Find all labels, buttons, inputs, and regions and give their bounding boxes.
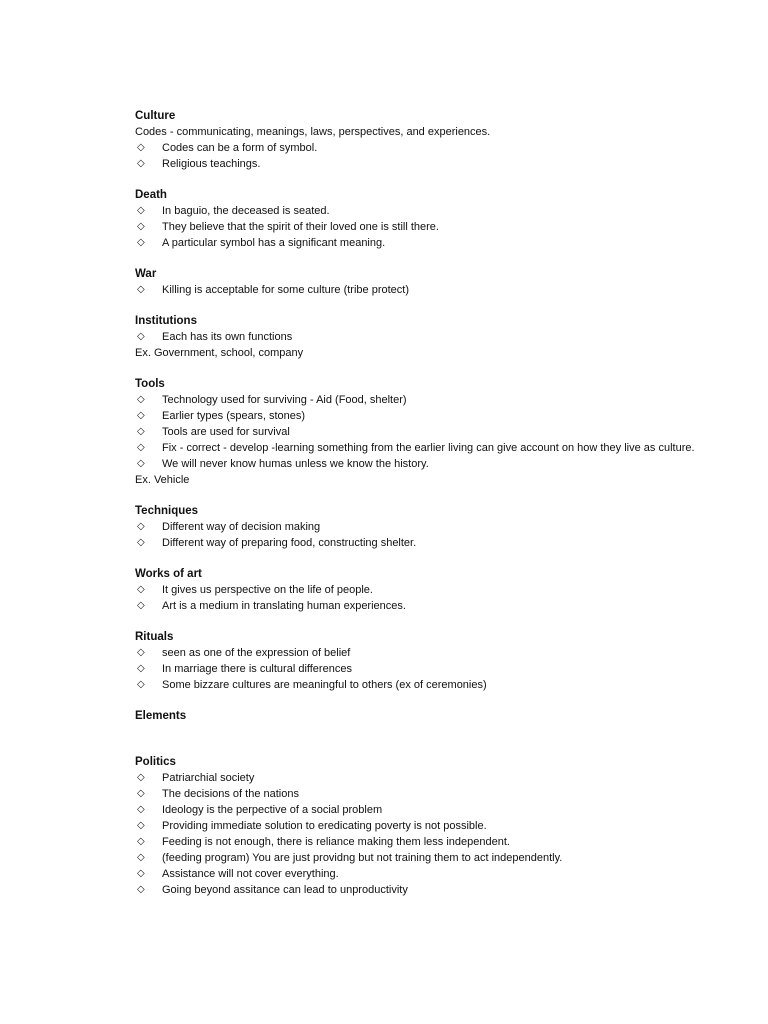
diamond-bullet-icon: ◇: [137, 788, 145, 799]
bullet-text: Assistance will not cover everything.: [162, 868, 339, 880]
bullet-item: [135, 329, 695, 345]
bullet-item: [135, 882, 695, 898]
section-techniques: [135, 503, 695, 551]
section-heading: Rituals: [135, 631, 174, 643]
diamond-bullet-icon: ◇: [137, 158, 145, 169]
diamond-bullet-icon: ◇: [137, 426, 145, 437]
bullet-text: Different way of preparing food, constructing shelter.: [162, 537, 417, 549]
section-spacer: [135, 551, 695, 566]
diamond-bullet-icon: ◇: [137, 221, 145, 232]
bullet-item: [135, 834, 695, 850]
text-line: Codes - communicating, meanings, laws, perspectives, and experiences.: [135, 126, 491, 138]
section-rituals: [135, 629, 695, 693]
section-heading: Culture: [135, 110, 176, 122]
section-heading: Techniques: [135, 505, 199, 517]
bullet-text: Some bizzare cultures are meaningful to others (ex of ceremonies): [162, 679, 487, 691]
diamond-bullet-icon: ◇: [137, 836, 145, 847]
bullet-text: Providing immediate solution to eredicating poverty is not possible.: [162, 820, 487, 832]
bullet-text: Patriarchial society: [162, 772, 255, 784]
bullet-text: They believe that the spirit of their loved one is still there.: [162, 221, 439, 233]
section-heading: Death: [135, 189, 167, 201]
section-death: [135, 187, 695, 251]
section-heading: War: [135, 268, 157, 280]
diamond-bullet-icon: ◇: [137, 663, 145, 674]
diamond-bullet-icon: ◇: [137, 394, 145, 405]
bullet-text: We will never know humas unless we know the history.: [162, 458, 429, 470]
bullet-text: The decisions of the nations: [162, 788, 299, 800]
diamond-bullet-icon: ◇: [137, 600, 145, 611]
bullet-item: [135, 598, 695, 614]
bullet-item: [135, 203, 695, 219]
diamond-bullet-icon: ◇: [137, 205, 145, 216]
section-spacer: [135, 361, 695, 376]
section-tools: [135, 376, 695, 488]
bullet-item: [135, 645, 695, 661]
section-works-of-art: [135, 566, 695, 614]
bullet-text: (feeding program) You are just providng but not training them to act independently.: [162, 852, 563, 864]
diamond-bullet-icon: ◇: [137, 142, 145, 153]
bullet-text: Codes can be a form of symbol.: [162, 142, 318, 154]
bullet-item: [135, 424, 695, 440]
bullet-text: In marriage there is cultural differences: [162, 663, 352, 675]
diamond-bullet-icon: ◇: [137, 852, 145, 863]
bullet-text: Feeding is not enough, there is reliance making them less independent.: [162, 836, 510, 848]
bullet-text: Religious teachings.: [162, 158, 261, 170]
bullet-item: [135, 802, 695, 818]
section-heading: Tools: [135, 378, 165, 390]
bullet-text: Killing is acceptable for some culture (tribe protect): [162, 284, 409, 296]
bullet-item: [135, 408, 695, 424]
diamond-bullet-icon: ◇: [137, 884, 145, 895]
bullet-text: seen as one of the expression of belief: [162, 647, 351, 659]
section-spacer: [135, 724, 695, 754]
bullet-item: [135, 535, 695, 551]
section-heading: Works of art: [135, 568, 202, 580]
bullet-text: Tools are used for survival: [162, 426, 290, 438]
bullet-item: [135, 519, 695, 535]
document-body: [135, 108, 695, 898]
bullet-text: Each has its own functions: [162, 331, 293, 343]
diamond-bullet-icon: ◇: [137, 410, 145, 421]
section-spacer: [135, 251, 695, 266]
diamond-bullet-icon: ◇: [137, 537, 145, 548]
bullet-item: [135, 770, 695, 786]
bullet-item: [135, 456, 695, 472]
text-line: Ex. Vehicle: [135, 474, 190, 486]
bullet-text: Technology used for surviving - Aid (Food, shelter): [162, 394, 407, 406]
section-spacer: [135, 693, 695, 708]
bullet-text: Different way of decision making: [162, 521, 321, 533]
bullet-text: Fix - correct - develop -learning something from the earlier living can give account on how they live as culture.: [162, 442, 695, 454]
bullet-text: In baguio, the deceased is seated.: [162, 205, 330, 217]
bullet-item: [135, 235, 695, 251]
section-institutions: [135, 313, 695, 361]
section-spacer: [135, 172, 695, 187]
bullet-item: [135, 140, 695, 156]
diamond-bullet-icon: ◇: [137, 458, 145, 469]
bullet-text: Art is a medium in translating human experiences.: [162, 600, 406, 612]
section-politics: [135, 754, 695, 898]
diamond-bullet-icon: ◇: [137, 237, 145, 248]
bullet-item: [135, 156, 695, 172]
diamond-bullet-icon: ◇: [137, 868, 145, 879]
bullet-item: [135, 818, 695, 834]
section-elements: [135, 708, 695, 724]
bullet-item: [135, 866, 695, 882]
bullet-text: A particular symbol has a significant meaning.: [162, 237, 386, 249]
bullet-text: Ideology is the perpective of a social problem: [162, 804, 383, 816]
bullet-text: Going beyond assitance can lead to unproductivity: [162, 884, 408, 896]
bullet-item: [135, 392, 695, 408]
bullet-item: [135, 582, 695, 598]
bullet-text: Earlier types (spears, stones): [162, 410, 306, 422]
diamond-bullet-icon: ◇: [137, 284, 145, 295]
diamond-bullet-icon: ◇: [137, 804, 145, 815]
diamond-bullet-icon: ◇: [137, 647, 145, 658]
bullet-item: [135, 219, 695, 235]
diamond-bullet-icon: ◇: [137, 584, 145, 595]
section-heading: Institutions: [135, 315, 197, 327]
diamond-bullet-icon: ◇: [137, 679, 145, 690]
diamond-bullet-icon: ◇: [137, 331, 145, 342]
diamond-bullet-icon: ◇: [137, 820, 145, 831]
section-spacer: [135, 488, 695, 503]
bullet-item: [135, 677, 695, 693]
diamond-bullet-icon: ◇: [137, 442, 145, 453]
text-line: Ex. Government, school, company: [135, 347, 304, 359]
section-heading: Elements: [135, 710, 187, 722]
diamond-bullet-icon: ◇: [137, 772, 145, 783]
section-spacer: [135, 614, 695, 629]
section-heading: Politics: [135, 756, 176, 768]
section-culture: [135, 108, 695, 172]
bullet-item: [135, 440, 695, 456]
bullet-item: [135, 786, 695, 802]
diamond-bullet-icon: ◇: [137, 521, 145, 532]
section-war: [135, 266, 695, 298]
bullet-item: [135, 850, 695, 866]
bullet-text: It gives us perspective on the life of people.: [162, 584, 373, 596]
bullet-item: [135, 282, 695, 298]
bullet-item: [135, 661, 695, 677]
section-spacer: [135, 298, 695, 313]
